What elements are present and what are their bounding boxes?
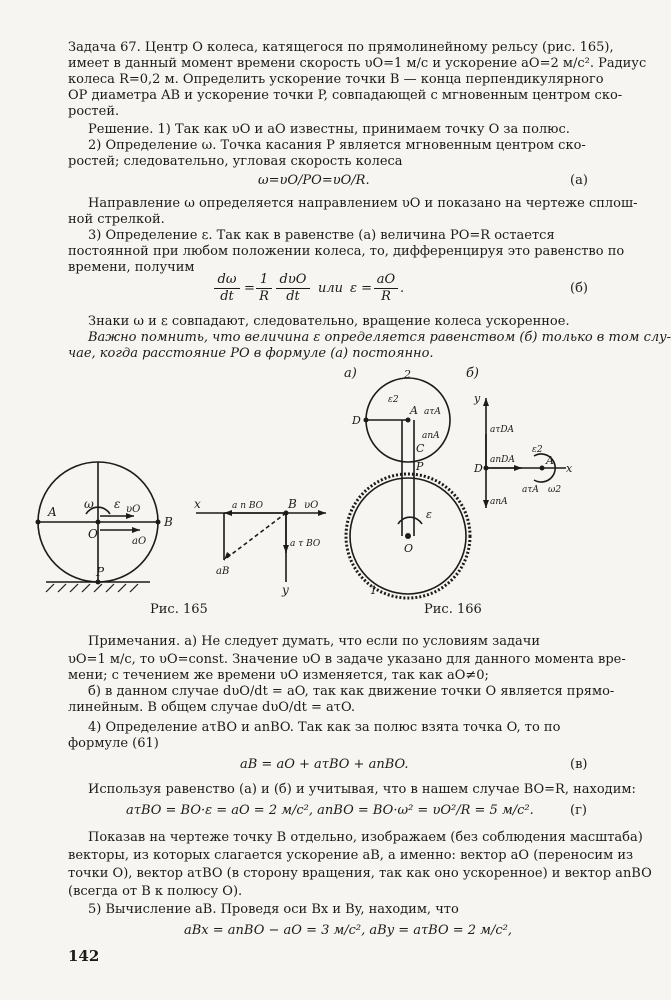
equation-v-number: (в) [570, 757, 588, 772]
label-v-o: υO [126, 504, 141, 515]
epsilon-eq: ε = [350, 281, 373, 296]
label-a-tau-a-b: aτA [522, 485, 539, 495]
figure-165 [36, 450, 326, 600]
step4-line: (всегда от B к полюсу O). [68, 884, 243, 899]
page-number: 142 [68, 947, 100, 965]
label-a: A [48, 505, 57, 519]
label-1: 1 [370, 584, 377, 597]
equation-v: aB = aO + aτBO + anBO. [240, 757, 409, 772]
solution-line: чае, когда расстояние PO в формуле (а) постоянно. [68, 346, 434, 361]
label-2: 2 [404, 368, 411, 381]
step4-line: 4) Определение aτBO и anBO. Так как за полюс взята точка O, то по [88, 720, 561, 735]
solution-line: ростей; следовательно, угловая скорость колеса [68, 154, 403, 169]
label-a-n-bo: a n BO [232, 501, 264, 511]
caption-fig-166: Рис. 166 [424, 602, 482, 617]
a-b-vector [224, 513, 286, 560]
note-line: υO=1 м/с, то υO=const. Значение υO в задаче указано для данного момента вре- [68, 652, 626, 667]
solution-line: 3) Определение ε. Так как в равенстве (а) величина PO=R остается [88, 228, 555, 243]
note-line: Примечания. а) Не следует думать, что если по условиям задачи [88, 634, 541, 649]
label-o-166: O [404, 542, 414, 555]
solution-line: ной стрелкой. [68, 212, 165, 227]
label-a-small: A [410, 404, 418, 417]
label-p: P [96, 565, 105, 579]
equation-a-number: (а) [570, 173, 588, 188]
label-eps2-b: ε2 [532, 445, 543, 455]
label-eps: ε [426, 508, 432, 521]
label-a-b: aB [216, 566, 230, 577]
solution-line: времени, получим [68, 260, 195, 275]
label-eps2: ε2 [388, 395, 399, 405]
equation-g: aτBO = BO·ε = aO = 2 м/с², anBO = BO·ω² = υO²/R = 5 м/с². [126, 803, 534, 818]
step4-line: 5) Вычисление aB. Проведя оси Bx и By, находим, что [88, 902, 459, 917]
problem-line: OP диаметра AB и ускорение точки P, совпадающей с мгновенным центром ско- [68, 88, 623, 103]
panel-a-label: а) [344, 366, 357, 381]
fraction-domega-dt: $\frac{d\omega}{dt}$ [214, 272, 240, 305]
fraction-a-R: $\frac{aO}{R}$ [374, 272, 398, 305]
panel-b-label: б) [466, 366, 480, 381]
caption-fig-165: Рис. 165 [150, 602, 208, 617]
fraction-dv-dt: dυO dt [276, 272, 310, 305]
note-line: линейным. В общем случае dυO/dt = aτO. [68, 700, 355, 715]
label-a-n-da: anDA [490, 455, 515, 465]
label-a-n-a: anA [422, 431, 440, 441]
solution-line: Решение. 1) Так как υO и aO известны, принимаем точку O за полюс. [88, 122, 570, 137]
equals-sign: = [244, 281, 255, 296]
label-v-o-right: υO [304, 500, 319, 511]
label-omega2: ω2 [548, 485, 562, 495]
figure-166 [336, 368, 576, 608]
label-c: C [416, 442, 425, 455]
label-b-right: B [288, 497, 297, 511]
note-line: мени; с течением же времени υO изменяется, так как aO≠0; [68, 668, 489, 683]
solution-line: постоянной при любом положении колеса, то, дифференцируя это равенство по [68, 244, 625, 259]
problem-line: имеет в данный момент времени скорость υO=1 м/с и ускорение aO=2 м/с². Радиус [68, 56, 647, 71]
step4-line: Используя равенство (а) и (б) и учитывая, что в нашем случае BO=R, находим: [88, 782, 636, 797]
label-y-axis: y [282, 583, 289, 597]
label-a-o: aO [132, 536, 147, 547]
label-p-166: P [416, 460, 424, 473]
label-o: O [88, 527, 98, 541]
step4-line: формуле (61) [68, 736, 159, 751]
label-b: B [164, 515, 173, 529]
label-a-tau-a: aτA [424, 407, 441, 417]
label-a-tau-bo: a τ BO [290, 539, 321, 549]
equation-last: aBx = anBO − aO = 3 м/с², aBy = aτBO = 2 м/с², [184, 923, 512, 938]
label-epsilon: ε [114, 497, 121, 511]
label-x-axis: x [194, 497, 201, 511]
word-or: или [318, 281, 344, 296]
equation-g-number: (г) [570, 803, 587, 818]
problem-line: ростей. [68, 104, 120, 119]
equation-b-number: (б) [570, 281, 588, 296]
problem-line: Задача 67. Центр O колеса, катящегося по прямолинейному рельсу (рис. 165), [68, 40, 614, 55]
problem-line: колеса R=0,2 м. Определить ускорение точки B — конца перпендикулярного [68, 72, 604, 87]
label-a-n-a-b: anA [490, 497, 508, 507]
fraction-1-R: $\frac{1}{R}$ [256, 272, 272, 305]
solution-line: Важно помнить, что величина ε определяется равенством (б) только в том слу- [88, 330, 671, 345]
label-a-tau-da: aτDA [490, 425, 515, 435]
equation-b-dot: . [400, 281, 405, 296]
solution-line: Направление ω определяется направлением υO и показано на чертеже сплош- [88, 196, 638, 211]
equation-a: ω=υO/PO=υO/R. [258, 173, 370, 188]
solution-line: Знаки ω и ε совпадают, следовательно, вращение колеса ускоренное. [88, 314, 570, 329]
step4-line: векторы, из которых слагается ускорение aB, а именно: вектор aO (переносим из [68, 848, 634, 863]
step4-line: Показав на чертеже точку B отдельно, изображаем (без соблюдения масштаба) [88, 830, 643, 845]
label-a-b: A [546, 454, 554, 467]
label-d: D [352, 414, 361, 427]
label-y-b: y [474, 392, 481, 405]
label-omega: ω [84, 497, 94, 511]
label-d-b: D [474, 462, 483, 475]
solution-line: 2) Определение ω. Точка касания P является мгновенным центром ско- [88, 138, 586, 153]
label-x-b: x [566, 462, 573, 475]
note-line: б) в данном случае dυO/dt = aO, так как движение точки O является прямо- [88, 684, 615, 699]
step4-line: точки O), вектор aτBO (в сторону вращения, так как оно ускоренное) и вектор anBO [68, 866, 652, 881]
